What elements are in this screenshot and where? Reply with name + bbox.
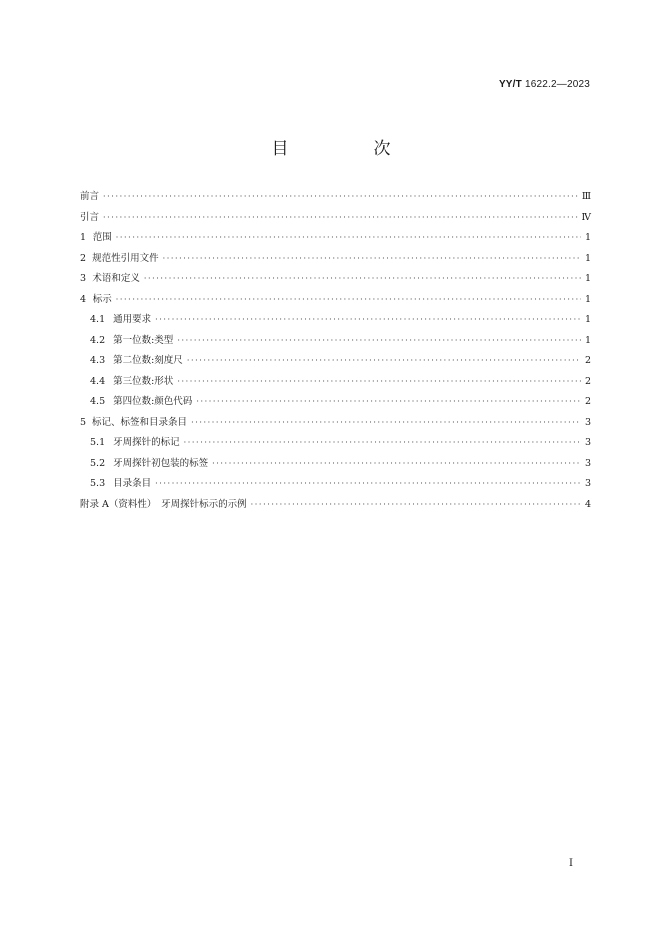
toc-entry-number: 4.3 xyxy=(90,355,106,366)
toc-entry-number: 4.1 xyxy=(90,314,106,325)
toc-entry-number: 1 xyxy=(80,232,87,243)
toc-dot-leader xyxy=(116,295,581,304)
toc-entry-page: Ⅲ xyxy=(581,191,591,202)
toc-dot-leader xyxy=(116,233,581,242)
toc-entry-number: 5 xyxy=(80,416,87,428)
toc-entry-page: 2 xyxy=(584,355,591,366)
toc-dot-leader xyxy=(184,438,581,447)
toc-entry-page: 3 xyxy=(584,457,591,469)
toc-entry[interactable] xyxy=(80,434,591,455)
toc-dot-leader xyxy=(196,397,581,406)
toc-entry-label: 范围 xyxy=(92,232,112,243)
toc-entry-page: 4 xyxy=(584,498,591,510)
toc-entry[interactable] xyxy=(80,270,591,291)
toc-entry-label: 第一位数:类型 xyxy=(113,334,174,346)
toc-entry-number: 4.5 xyxy=(90,396,106,407)
toc-entry[interactable] xyxy=(80,475,591,496)
toc-entry-page: 2 xyxy=(584,396,591,407)
toc-entry-label: 标记、标签和目录条目 xyxy=(92,416,188,428)
toc-entry[interactable] xyxy=(80,250,591,271)
toc-entry-number: 4 xyxy=(80,293,87,305)
toc-entry[interactable] xyxy=(80,373,591,394)
toc-entry-label: 牙周探针的标记 xyxy=(113,437,180,448)
toc-dot-leader xyxy=(144,274,581,283)
toc-entry-number: 5.2 xyxy=(90,457,106,469)
toc-entry[interactable] xyxy=(80,229,591,250)
toc-entry-label: 前言 xyxy=(80,191,100,202)
toc-entry-label: 牙周探针初包装的标签 xyxy=(113,457,209,469)
toc-entry-label: 第四位数:颜色代码 xyxy=(113,396,193,407)
toc-entry-number: 2 xyxy=(80,252,87,264)
toc-entry-page: 1 xyxy=(584,252,591,264)
standard-number: 1622.2—2023 xyxy=(524,79,590,90)
toc-entry-label: 附录 A（资料性） 牙周探针标示的示例 xyxy=(80,498,247,510)
toc-entry-page: 2 xyxy=(584,375,591,387)
toc-entry-number: 5.1 xyxy=(90,437,106,448)
toc-entry[interactable] xyxy=(80,455,591,476)
toc-entry[interactable] xyxy=(80,352,591,373)
toc-entry-page: 1 xyxy=(584,273,591,284)
toc-entry-page: 1 xyxy=(584,334,591,346)
toc-entry-number: 4.4 xyxy=(90,375,106,387)
toc-entry-page: Ⅳ xyxy=(581,211,591,223)
toc-dot-leader xyxy=(155,315,581,324)
standard-prefix: YY/T xyxy=(498,79,522,90)
toc-entry[interactable] xyxy=(80,414,591,435)
toc-entry[interactable] xyxy=(80,291,591,312)
toc-entry[interactable] xyxy=(80,209,591,230)
toc-entry-label: 第三位数:形状 xyxy=(113,375,174,387)
toc-entry-number: 3 xyxy=(80,273,87,284)
toc-entry-label: 通用要求 xyxy=(113,314,152,325)
toc-entry-page: 1 xyxy=(584,232,591,243)
toc-entry[interactable] xyxy=(80,311,591,332)
toc-dot-leader xyxy=(177,377,581,386)
toc-entry-page: 1 xyxy=(584,293,591,305)
toc-entry-page: 1 xyxy=(584,314,591,325)
toc-dot-leader xyxy=(103,192,580,201)
toc-entry-label: 规范性引用文件 xyxy=(92,252,159,264)
toc-entry[interactable] xyxy=(80,393,591,414)
toc-entry-label: 术语和定义 xyxy=(92,273,140,284)
toc-dot-leader xyxy=(191,418,581,427)
toc-entry-number: 4.2 xyxy=(90,334,106,346)
toc-entry-label: 标示 xyxy=(92,293,112,305)
toc-entry[interactable] xyxy=(80,496,591,517)
footer-page-number: Ⅰ xyxy=(569,858,573,869)
toc-dot-leader xyxy=(177,336,581,345)
table-of-contents xyxy=(80,188,591,516)
toc-entry-page: 3 xyxy=(584,478,591,489)
toc-entry-label: 第二位数:刻度尺 xyxy=(113,355,183,366)
toc-entry-page: 3 xyxy=(584,416,591,428)
toc-dot-leader xyxy=(251,500,581,509)
toc-entry-label: 目录条目 xyxy=(113,478,152,489)
toc-entry-number: 5.3 xyxy=(90,478,106,489)
standard-code xyxy=(499,79,590,90)
toc-entry-label: 引言 xyxy=(80,211,100,223)
toc-dot-leader xyxy=(163,254,581,263)
toc-entry-page: 3 xyxy=(584,437,591,448)
toc-dot-leader xyxy=(212,459,581,468)
toc-entry[interactable] xyxy=(80,332,591,353)
toc-dot-leader xyxy=(187,356,581,365)
toc-dot-leader xyxy=(103,213,579,222)
toc-dot-leader xyxy=(155,479,581,488)
toc-entry[interactable] xyxy=(80,188,591,209)
toc-title: 目 次 xyxy=(271,139,425,159)
